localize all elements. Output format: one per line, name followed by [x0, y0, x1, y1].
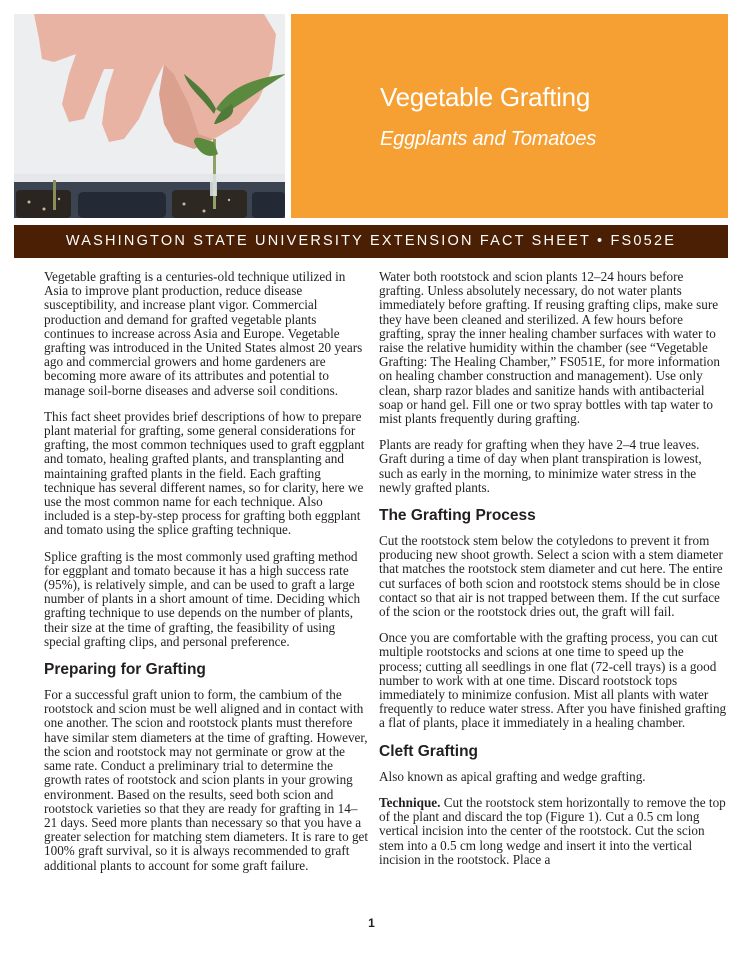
section-heading-cleft: Cleft Grafting — [379, 742, 479, 760]
splice-paragraph: Splice grafting is the most commonly used grafting method for eggplant and tomato because it has a high success rate (95%), is relatively simple, and can be used to graft a large number of plants in a short amount of time. Deciding which grafting technique to use depends on the number of plants, their size at the time of grafting, the feasibility of using special grafting clips, and personal preference. — [44, 548, 361, 649]
series-banner: WASHINGTON STATE UNIVERSITY EXTENSION FACT SHEET • FS052E — [14, 225, 728, 258]
section-heading-process: The Grafting Process — [379, 507, 536, 525]
section-heading-preparing: Preparing for Grafting — [44, 661, 206, 679]
preparing-paragraph: For a successful graft union to form, the cambium of the rootstock and scion must be well aligned and in contact with one another. The scion and rootstock plants must therefore have similar stem diameters at the time of grafting. However, the scion and rootstock may not germinate or grow at the same rate. Conduct a preliminary trial to determine the growth rates of rootstock and scion plants in your growing environment. Based on the results, seed both scion and rootstock varieties so that they are ready for grafting in 14–21 days. Seed more plants than necessary so that you have a greater selection for matching stem diameters. It is rare to get 100% graft survival, so it is always recommended to graft additional plants to account for some graft failure. — [44, 687, 369, 873]
right-column — [379, 270, 729, 879]
batch-paragraph: Once you are comfortable with the grafting process, you can cut multiple rootstocks and scions at one time to speed up the process; cutting all seedlings in one flat (72-cell trays) is a good number to work with at one time. Discard rootstock tops immediately to minimize confusion. Mist all plants with water frequently to reduce water stress. After you have finished grafting a flat of plants, place it immediately in a healing chamber. — [379, 630, 727, 731]
technique-label: Technique. — [379, 794, 441, 810]
overview-paragraph: This fact sheet provides brief descriptions of how to prepare plant material for grafting, some general considerations for grafting, the most common techniques used to graft eggplant and tomato, healing grafted plants, and transplanting and maintaining grafted plants in the field. Each grafting technique has several different names, so for clarity, here we use the most common name for each technique. Also included is a step-by-step process for grafting both eggplant and tomato using the splice grafting technique. — [44, 408, 365, 538]
document-subtitle: Eggplants and Tomatoes — [380, 128, 597, 150]
document-title: Vegetable Grafting — [380, 82, 590, 112]
page-number: 1 — [368, 916, 375, 930]
technique-text: Cut the rootstock stem horizontally to remove the top of the plant and discard the top (Figure 1). Cut a 0.5 cm long vertical incision into the center of the rootstock. Cut the scion stem into a 0.5 cm long wedge and insert it into the vertical incision in the rootstock. Place a — [379, 794, 726, 867]
title-panel — [291, 14, 728, 218]
process-paragraph: Cut the rootstock stem below the cotyledons to prevent it from producing new shoot growth. Select a scion with a stem diameter that matches the rootstock stem diameter and cut here. The entire cut surfaces of both scion and rootstock stems should be in close contact so that air is not trapped between them. If the cut surface of the scion or the rootstock dries out, the graft will fail. — [379, 533, 723, 620]
intro-paragraph: Vegetable grafting is a centuries-old technique utilized in Asia to improve plant production, reduce disease susceptibility, and increase plant vigor. Commercial production and demand for grafted vegetable plants continues to increase across Asia and Europe. Vegetable grafting was introduced in the United States almost 20 years ago and commercial growers and home gardeners are becoming more aware of its attributes and potential to manage soil-borne diseases and adverse soil conditions. — [44, 269, 363, 398]
watering-paragraph: Water both rootstock and scion plants 12–24 hours before grafting. Unless absolutely necessary, do not water plants immediately before grafting. If reusing grafting clips, make sure they have been cleaned and sterilized. A few hours before grafting, spray the inner healing chamber surfaces with water to raise the relative humidity within the chamber (see “Vegetable Grafting: The Healing Chamber,” FS051E, for more information on healing chamber construction and management). Use only clean, sharp razor blades and sanitize hands with antibacterial soap or hand gel. Fill one or two spray bottles with tap water to mist plants frequently during grafting. — [379, 269, 720, 427]
cleft-aka-paragraph: Also known as apical grafting and wedge grafting. — [379, 768, 646, 784]
cover-photo — [14, 14, 285, 218]
cleft-technique-paragraph — [379, 796, 729, 867]
left-column — [44, 270, 369, 885]
seedling-photo-illustration — [14, 14, 285, 218]
readiness-paragraph: Plants are ready for grafting when they have 2–4 true leaves. Graft during a time of day when plant transpiration is lowest, such as early in the morning, to minimize water stress in the newly grafted plants. — [379, 437, 702, 495]
